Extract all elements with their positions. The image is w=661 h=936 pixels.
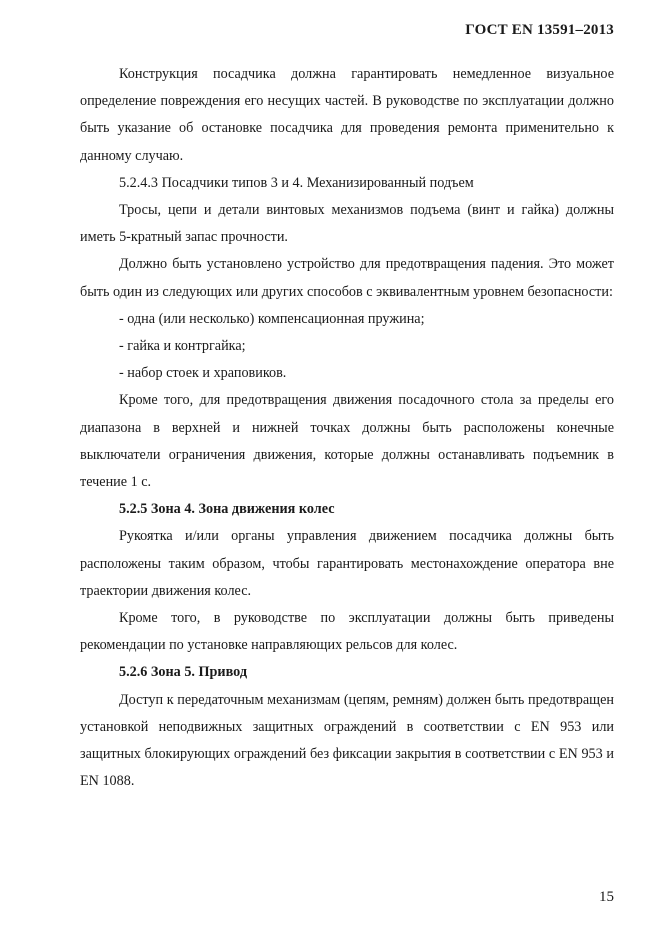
page-body bbox=[80, 61, 614, 795]
paragraph-operator-position: Рукоятка и/или органы управления движением посадчика должны быть расположены таким образом, чтобы гарантировать местонахождение оператора вне траектории движения колес. bbox=[80, 528, 614, 599]
paragraph-fall-prevention-device: Должно быть установлено устройство для предотвращения падения. Это может быть один из следующих или других способов с эквивалентным уровнем безопасности: bbox=[80, 256, 614, 300]
subsection-title-5-2-4-3: 5.2.4.3 Посадчики типов 3 и 4. Механизированный подъем bbox=[119, 174, 474, 191]
list-item-spring: - одна (или несколько) компенсационная пружина; bbox=[119, 310, 425, 327]
section-heading-5-2-6: 5.2.6 Зона 5. Привод bbox=[119, 664, 248, 681]
page-number: 15 bbox=[599, 889, 614, 905]
paragraph-limit-switches: Кроме того, для предотвращения движения посадочного стола за пределы его диапазона в верхней и нижней точках должны быть расположены конечные выключатели ограничения движения, которые должны останавливать подъемник в течение 1 с. bbox=[80, 392, 614, 491]
paragraph-guide-rails: Кроме того, в руководстве по эксплуатации должны быть приведены рекомендации по установке направляющих рельсов для колес. bbox=[80, 610, 614, 654]
paragraph-safety-factor: Тросы, цепи и детали винтовых механизмов подъема (винт и гайка) должны иметь 5-кратный запас прочности. bbox=[80, 202, 614, 246]
list-item-ratchet: - набор стоек и храповиков. bbox=[119, 365, 287, 382]
paragraph-construction-visual-check: Конструкция посадчика должна гарантировать немедленное визуальное определение повреждения его несущих частей. В руководстве по эксплуатации должно быть указание об остановке посадчика для проведения ремонта применительно к данному случаю. bbox=[80, 66, 614, 164]
document-code-header: ГОСТ EN 13591–2013 bbox=[465, 22, 614, 38]
paragraph-drive-guards: Доступ к передаточным механизмам (цепям, ремням) должен быть предотвращен установкой неподвижных защитных ограждений в соответствии с EN 953 или защитных блокирующих ограждений без фиксации закрытия в соответствии с EN 953 и EN 1088. bbox=[80, 691, 614, 790]
section-heading-5-2-5: 5.2.5 Зона 4. Зона движения колес bbox=[119, 501, 335, 518]
list-item-locknut: - гайка и контргайка; bbox=[119, 338, 246, 355]
